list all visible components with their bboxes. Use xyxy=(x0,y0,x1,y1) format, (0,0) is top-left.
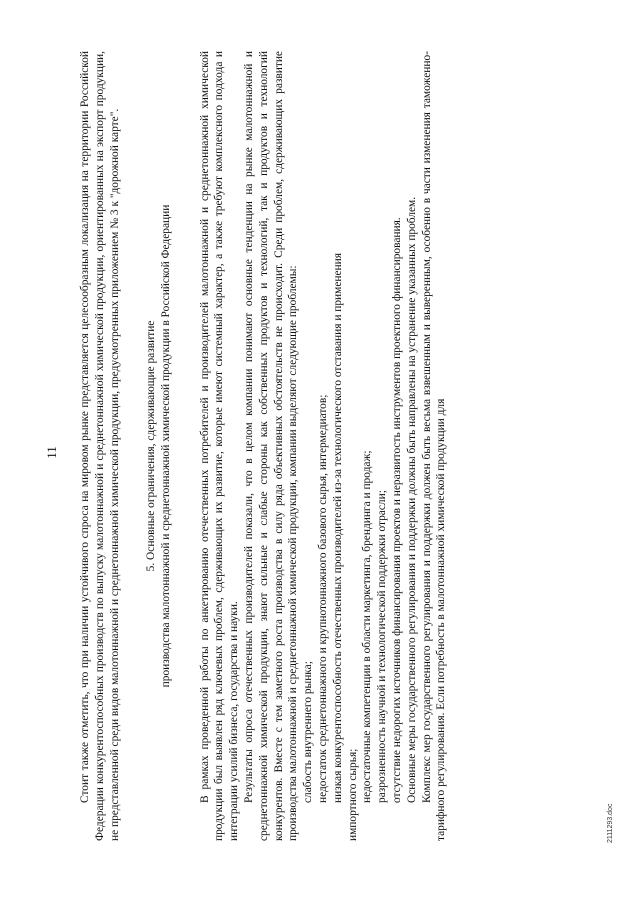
problem-item: слабость внутреннего рынка; xyxy=(302,661,315,803)
problem-item: низкая конкурентоспособность отечественных производителей из-за технологического отставания и применения xyxy=(331,253,344,803)
problem-item: недостаток среднетоннажного и крупнотоннажного базового сырья, интермедиатов; xyxy=(316,394,329,803)
paragraph-results: Результаты опроса отечественных производителей показали, что в целом компании понимают основные тенденции на рынке малотоннажной и среднетоннажной химической продукции, знают сильные и слабые стороны как собственных продуктов и технологий, так и продуктов и технологий конкурентов. Вместе с тем заметного роста производства в силу ряда объективных обстоятельств не происходит. Среди проблем, сдерживающих развитие производства малотоннажной и среднетоннажной химической продукции, компании выделяют следующие проблемы: xyxy=(242,51,300,841)
paragraph-complex: Комплекс мер государственного регулирования и поддержки должен быть весьма взвешенным и выверенным, особенно в части изменения таможенно-тарифного регулирования. Если потребность в малотоннажной химической продукции для xyxy=(420,51,448,841)
paragraph-survey: В рамках проведенной работы по анкетированию отечественных потребителей и производителей малотоннажной и среднетоннажной химической продукции был выявлен ряд ключевых проблем, сдерживающих их развитие, которые имеют системный характер, а также требуют комплексного подхода и интеграции усилий бизнеса, государства и науки. xyxy=(198,51,241,841)
section-heading xyxy=(144,51,173,841)
document-body xyxy=(78,51,449,841)
problem-item: недостаточные компетенции в области маркетинга, брендинга и продаж; xyxy=(361,450,374,803)
problem-item: разрозненность научной и технологической поддержки отрасли; xyxy=(376,490,389,803)
paragraph-measures: Основные меры государственного регулирования и поддержки должны быть направлены на устранение указанных проблем. xyxy=(405,196,418,803)
paragraph-intro: Стоит также отметить, что при наличии устойчивого спроса на мировом рынке представляется целесообразным локализация на территории Российской Федерации конкурентоспособных производств по выпуску малотоннажной и среднетоннажной химической продукции, ориентированных на экспорт продукции, не представленной среди видов малотоннажной и среднетоннажной химической продукции, предусмотренных приложением № 3 к "дорожной карте". xyxy=(79,51,121,841)
problem-item-continuation: импортного сырья; xyxy=(346,748,359,841)
problem-item: отсутствие недорогих источников финансирования проектов и неразвитость инструментов проектного финансирования. xyxy=(390,217,403,803)
page-number: 11 xyxy=(44,446,59,459)
section-heading-line-1: 5. Основные ограничения, сдерживающие развитие xyxy=(145,320,158,572)
section-heading-line-2: производства малотоннажной и среднетоннажной химической продукции в Российской Федерации xyxy=(159,204,172,688)
footer-file-code: 2111293.doc xyxy=(607,803,614,843)
